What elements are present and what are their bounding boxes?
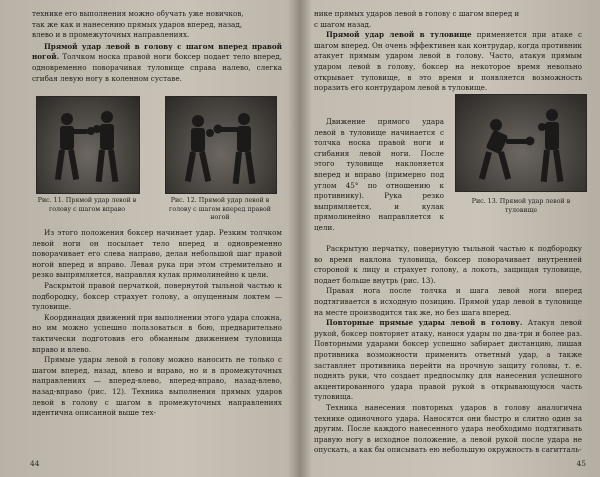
body-paragraph: Раскрытую перчатку, повернутую тыльной частью к подбородку во время наклона туловища, боксер поворачивает внутренней стороной к лицу и страхует голову, а локоть, защищая туловище, подает больше внутрь (рис. 13). [314,244,582,285]
right-wrapped-column [314,117,444,234]
section-heading: Прямой удар левой в голову с шагом вперед правой ногой. [32,41,282,62]
repeat-paragraph [314,318,582,403]
torso-intro: применяется при атаке с шагом вперед. Он очень эффективен как контрудар, когда противник атакует прямым ударом левой в голову. Часто, атакуя прямым ударом левой в голову, боксер на некоторое время невольно открывает туловище, в это время и появляется возможность поразить его контрударом левой в туловище. [314,30,582,93]
page-number-right: 45 [576,459,586,469]
figure-12-photo [165,96,277,194]
body-paragraph: Правая нога после толчка и шага левой ноги вперед подтягивается в исходную позицию. Прямой удар левой в туловище на месте производится так же, но без шага вперед. [314,286,582,317]
body-paragraph: Техника нанесения повторных ударов в голову аналогична технике одиночного удара. Наносятся они быстро и слитно один за другим. После каждого нанесенного удара необходимо подтягивать правую ногу в исходное положение, а левой рукой после удара не опускать, а как бы описывать ею небольшую окружность в сагитталь- [314,402,582,455]
figure-13-caption: Рис. 13. Прямой удар левой в туловище [471,198,571,214]
figure-13-photo [455,94,587,192]
repeat-text: Атакуя левой рукой, боксер повторяет атаку, нанося удары по два-три и более раз. Повторными ударами боксер успешно забирает дистанцию, лишая противника возможности применить ответный удар, а также заставляет противника перейти на прочную защиту головы, т. е. поднять руки, что создает предпосылку для нанесения успешного акцентированного удара правой рукой в открывающуюся часть туловища. [314,318,582,402]
continued-line: с шагом назад. [314,19,372,29]
intro-line: так же как и нанесению прямых ударов вперед, назад, [32,19,243,29]
left-body [32,228,282,419]
torso-paragraph [314,30,582,94]
figure-12-caption: Рис. 12. Прямой удар левой в голову с шагом вперед правой ногой [169,197,271,221]
figure-11-photo [36,96,140,194]
right-page [302,0,600,477]
torso-heading: Прямой удар левой в туловище [326,30,472,40]
torso-movement: Движение прямого удара левой в туловище начинается с толчка носка правой ноги и сгибания левой ноги. После этого туловище наклоняется вперед и вправо (примерно под углом 45° по отношению к противнику). Рука резко выпрямляется, и кулак прямолинейно направляется к цели. [314,117,444,232]
body-paragraph: Из этого положения боксер начинает удар. Резким толчком левой ноги он посылает тело вперед и одновременно поворачивает его слева направо, делая небольшой шаг правой ногой вперед и вправо. Левая рука при этом стремительно и резко выпрямляется, направляя кулак прямолинейно к цели. [32,228,282,280]
continued-line: нике прямых ударов левой в голову с шагом вперед и [314,9,520,18]
intro-line: технике его выполнения можно обучать уже новичков, [32,9,244,18]
body-paragraph: Раскрытой правой перчаткой, повернутой тыльной частью к подбородку, боксер страхует голову, а опущенным локтем — туловище. [32,280,282,312]
right-body [314,244,582,456]
boxers-illustration [456,95,586,191]
left-page [0,0,298,477]
boxers-illustration [166,97,276,193]
boxers-illustration [37,97,139,193]
left-intro [32,9,282,84]
body-paragraph: Координация движений при выполнении этого удара сложна, но им можно успешно пользоваться в бою, предварительно тактически подготовив его обманным движением туловища вправо и влево. [32,312,282,354]
intro-line: влево и в промежуточных направлениях. [32,30,190,40]
repeat-heading: Повторные прямые удары левой в голову. [326,318,523,328]
right-top [314,9,582,94]
section-paragraph [32,42,282,84]
section-text: Толчком носка правой ноги боксер подает тело вперед, одновременно поворачивая туловище справа налево, слегка сгибая левую ногу в коленном суставе. [32,52,282,83]
page-number-left: 44 [30,459,40,469]
body-paragraph: Прямые удары левой в голову можно наносить не только с шагом вперед, назад, влево и вправо, но и в промежуточных направлениях — вперед-влево, вперед-вправо, назад-влево, назад-вправо (рис. 12). Техника выполнения прямых ударов левой в голову с шагом в промежуточных направлениях идентична описанной выше тех- [32,355,282,418]
figure-11-caption: Рис. 11. Прямой удар левой в голову с шагом вправо [37,197,137,213]
